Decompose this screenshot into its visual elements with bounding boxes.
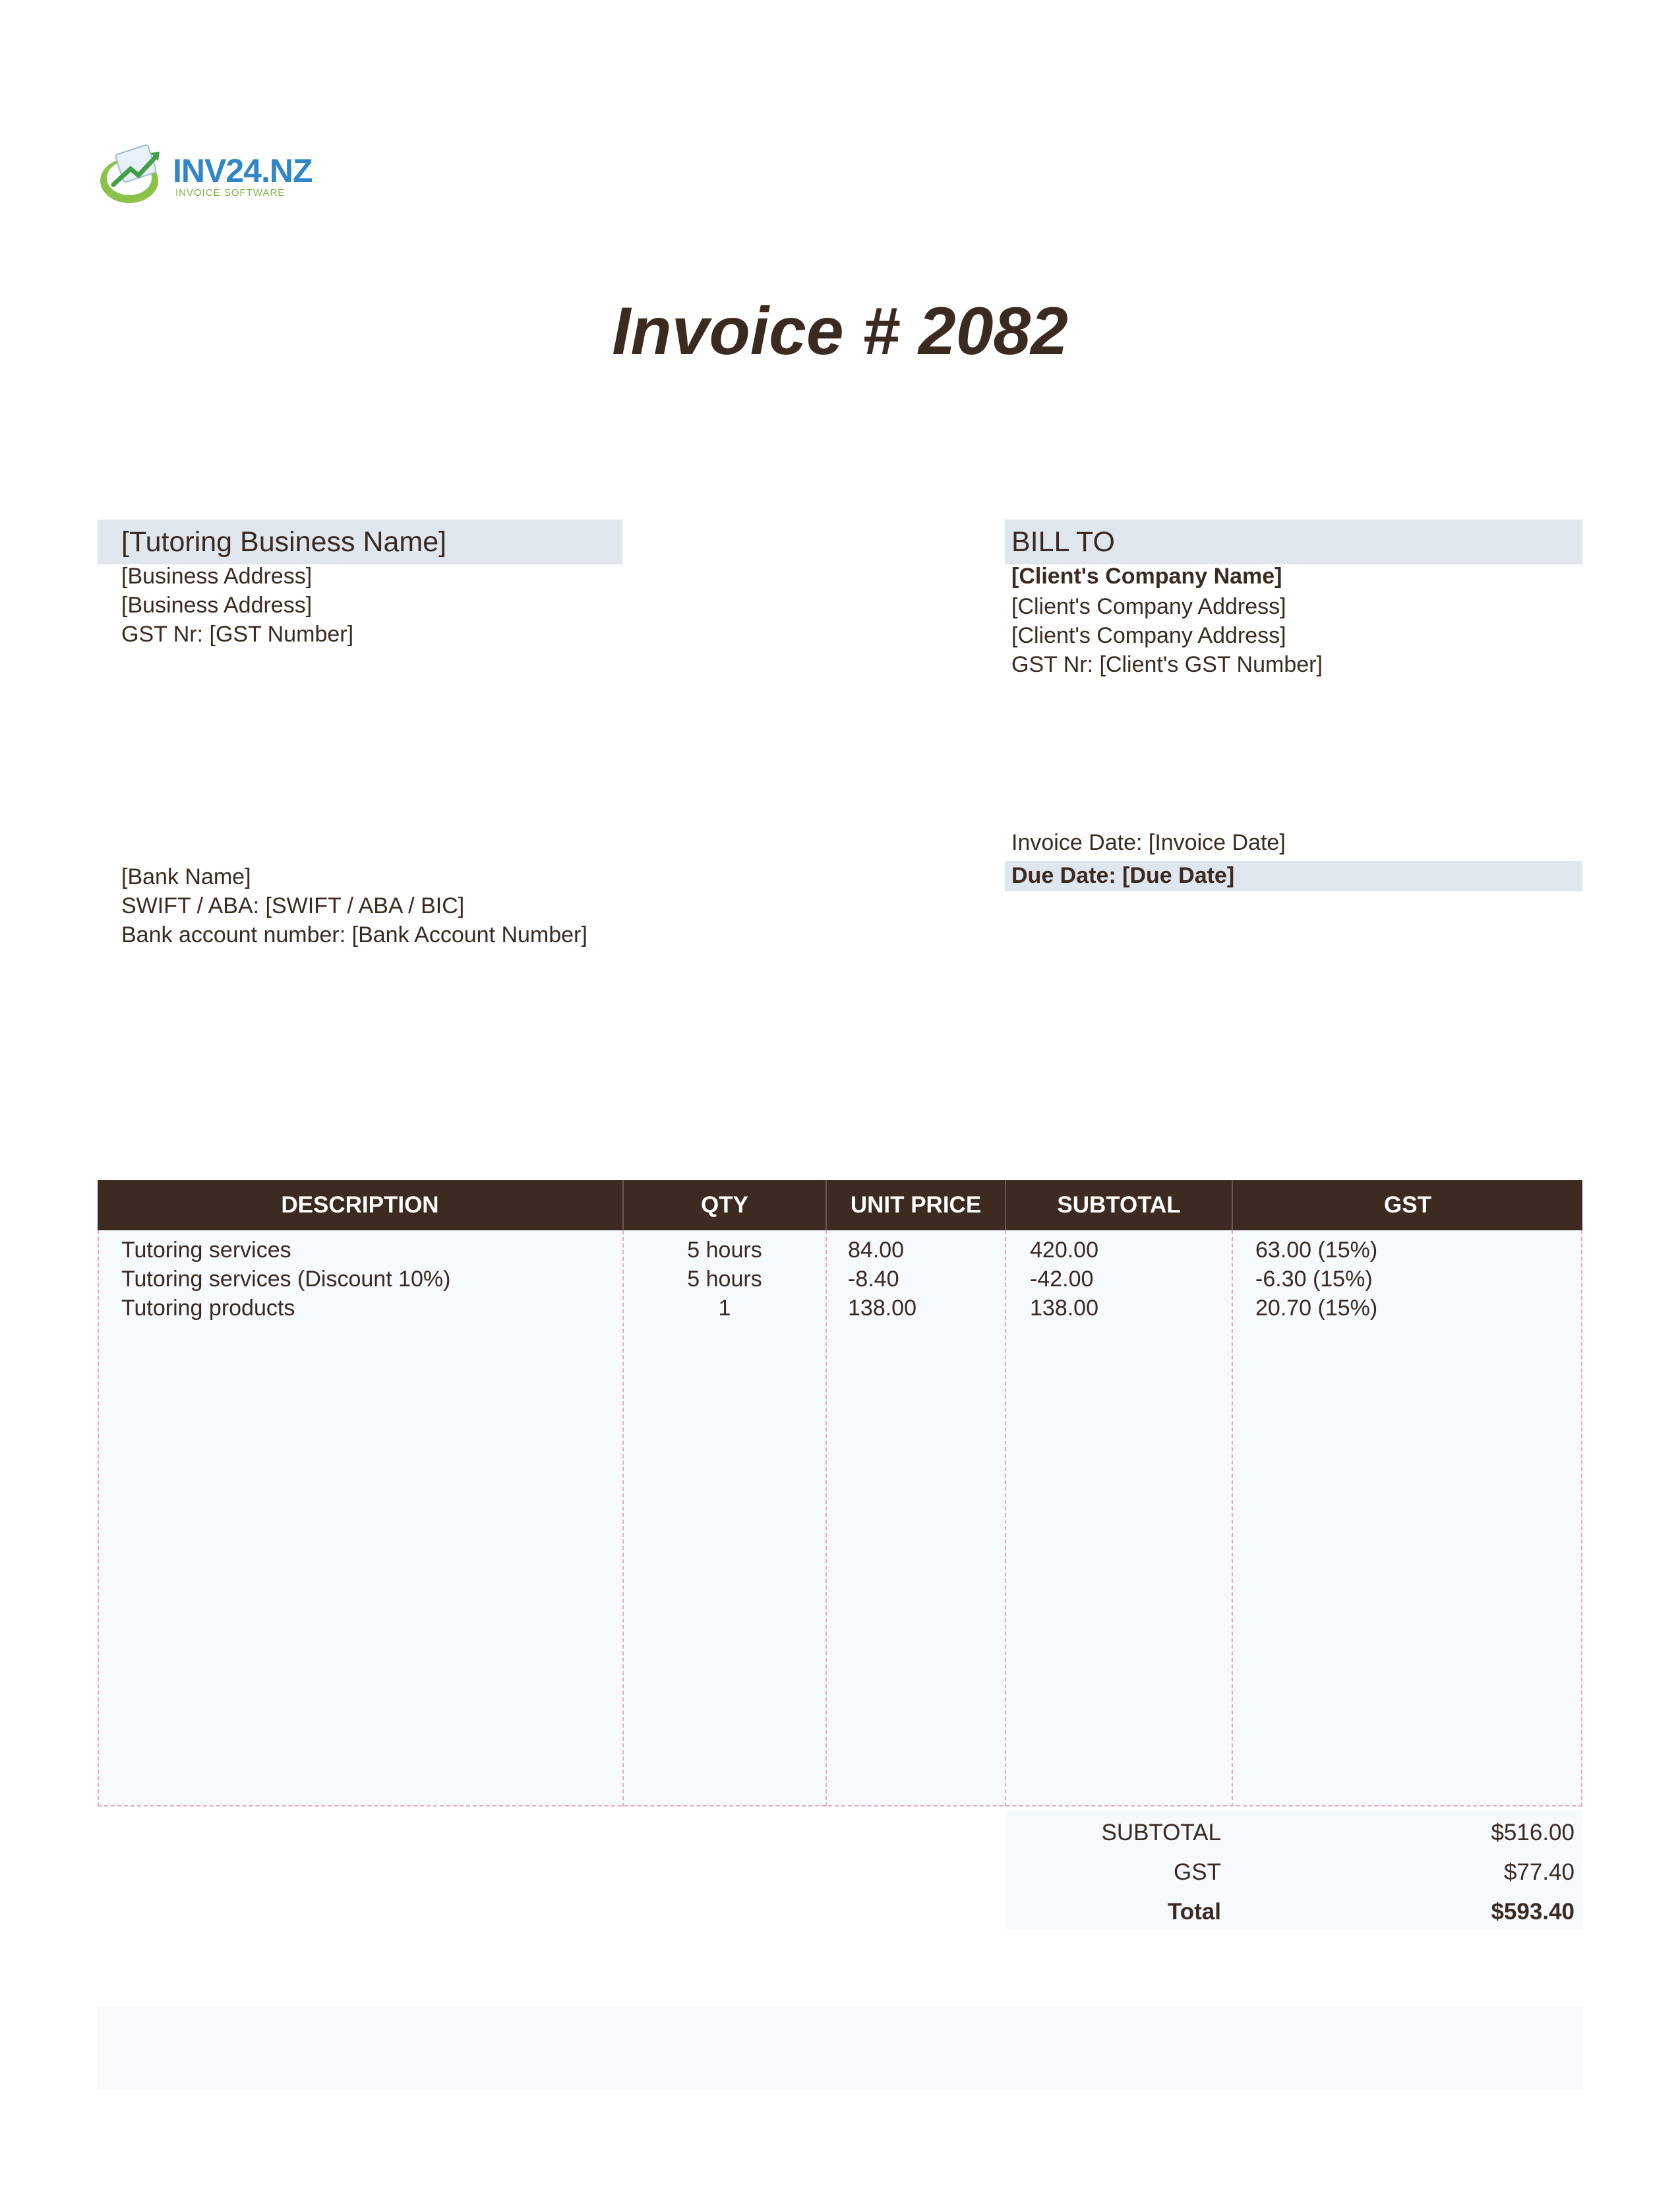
row-2-gst: -6.30 (15%)	[1255, 1267, 1373, 1292]
row-3-gst: 20.70 (15%)	[1255, 1296, 1378, 1321]
invoice-date: Invoice Date: [Invoice Date]	[1011, 830, 1286, 855]
row-3-unit-price: 138.00	[848, 1296, 916, 1321]
seller-name: [Tutoring Business Name]	[121, 526, 447, 558]
footer-notes-band	[98, 2007, 1582, 2089]
header-unit-price: UNIT PRICE	[850, 1192, 982, 1218]
client-address-2: [Client's Company Address]	[1011, 623, 1286, 648]
bill-to-header-band	[1005, 520, 1582, 564]
client-company-name: [Client's Company Name]	[1011, 564, 1282, 589]
company-logo	[99, 140, 313, 206]
row-1-subtotal: 420.00	[1030, 1238, 1098, 1263]
seller-gst: GST Nr: [GST Number]	[121, 622, 354, 647]
logo-wordmark: INV24.NZ	[173, 152, 313, 189]
totals-subtotal-label: SUBTOTAL	[1101, 1820, 1221, 1845]
totals-block	[1005, 1811, 1582, 1929]
column-divider	[825, 1230, 827, 1807]
header-description: DESCRIPTION	[281, 1192, 439, 1218]
row-1-qty: 5 hours	[687, 1238, 762, 1263]
seller-address-2: [Business Address]	[121, 593, 313, 618]
bank-swift: SWIFT / ABA: [SWIFT / ABA / BIC]	[121, 893, 465, 918]
totals-gst-value: $77.40	[1503, 1859, 1575, 1885]
row-2-unit-price: -8.40	[848, 1267, 899, 1292]
row-1-gst: 63.00 (15%)	[1255, 1238, 1378, 1263]
row-2-subtotal: -42.00	[1030, 1267, 1094, 1292]
row-1-description: Tutoring services	[121, 1238, 291, 1263]
client-gst: GST Nr: [Client's GST Number]	[1011, 652, 1323, 677]
due-date: Due Date: [Due Date]	[1011, 863, 1235, 888]
client-address-1: [Client's Company Address]	[1011, 594, 1286, 619]
row-1-unit-price: 84.00	[848, 1238, 905, 1263]
bank-name: [Bank Name]	[121, 864, 251, 889]
row-3-subtotal: 138.00	[1030, 1296, 1098, 1321]
row-2-qty: 5 hours	[687, 1267, 762, 1292]
totals-total-label: Total	[1167, 1899, 1221, 1925]
header-qty: QTY	[701, 1192, 748, 1218]
table-header-row	[98, 1180, 1582, 1230]
bill-to-heading: BILL TO	[1011, 526, 1115, 558]
row-3-qty: 1	[718, 1296, 731, 1321]
totals-subtotal-value: $516.00	[1491, 1820, 1575, 1845]
column-divider	[1005, 1230, 1006, 1807]
totals-gst-label: GST	[1174, 1859, 1221, 1885]
column-divider	[1232, 1230, 1233, 1807]
header-gst: GST	[1384, 1192, 1431, 1218]
seller-header-band	[98, 520, 622, 564]
invoice-title: Invoice # 2082	[612, 293, 1068, 369]
logo-tagline: INVOICE SOFTWARE	[175, 187, 285, 198]
totals-total-value: $593.40	[1491, 1899, 1575, 1925]
logo-icon	[99, 144, 167, 204]
items-table	[98, 1180, 1582, 1808]
row-3-description: Tutoring products	[121, 1296, 295, 1321]
header-subtotal: SUBTOTAL	[1057, 1192, 1181, 1218]
row-2-description: Tutoring services (Discount 10%)	[121, 1267, 451, 1292]
seller-address-1: [Business Address]	[121, 564, 313, 589]
bank-account: Bank account number: [Bank Account Number]	[121, 922, 587, 947]
